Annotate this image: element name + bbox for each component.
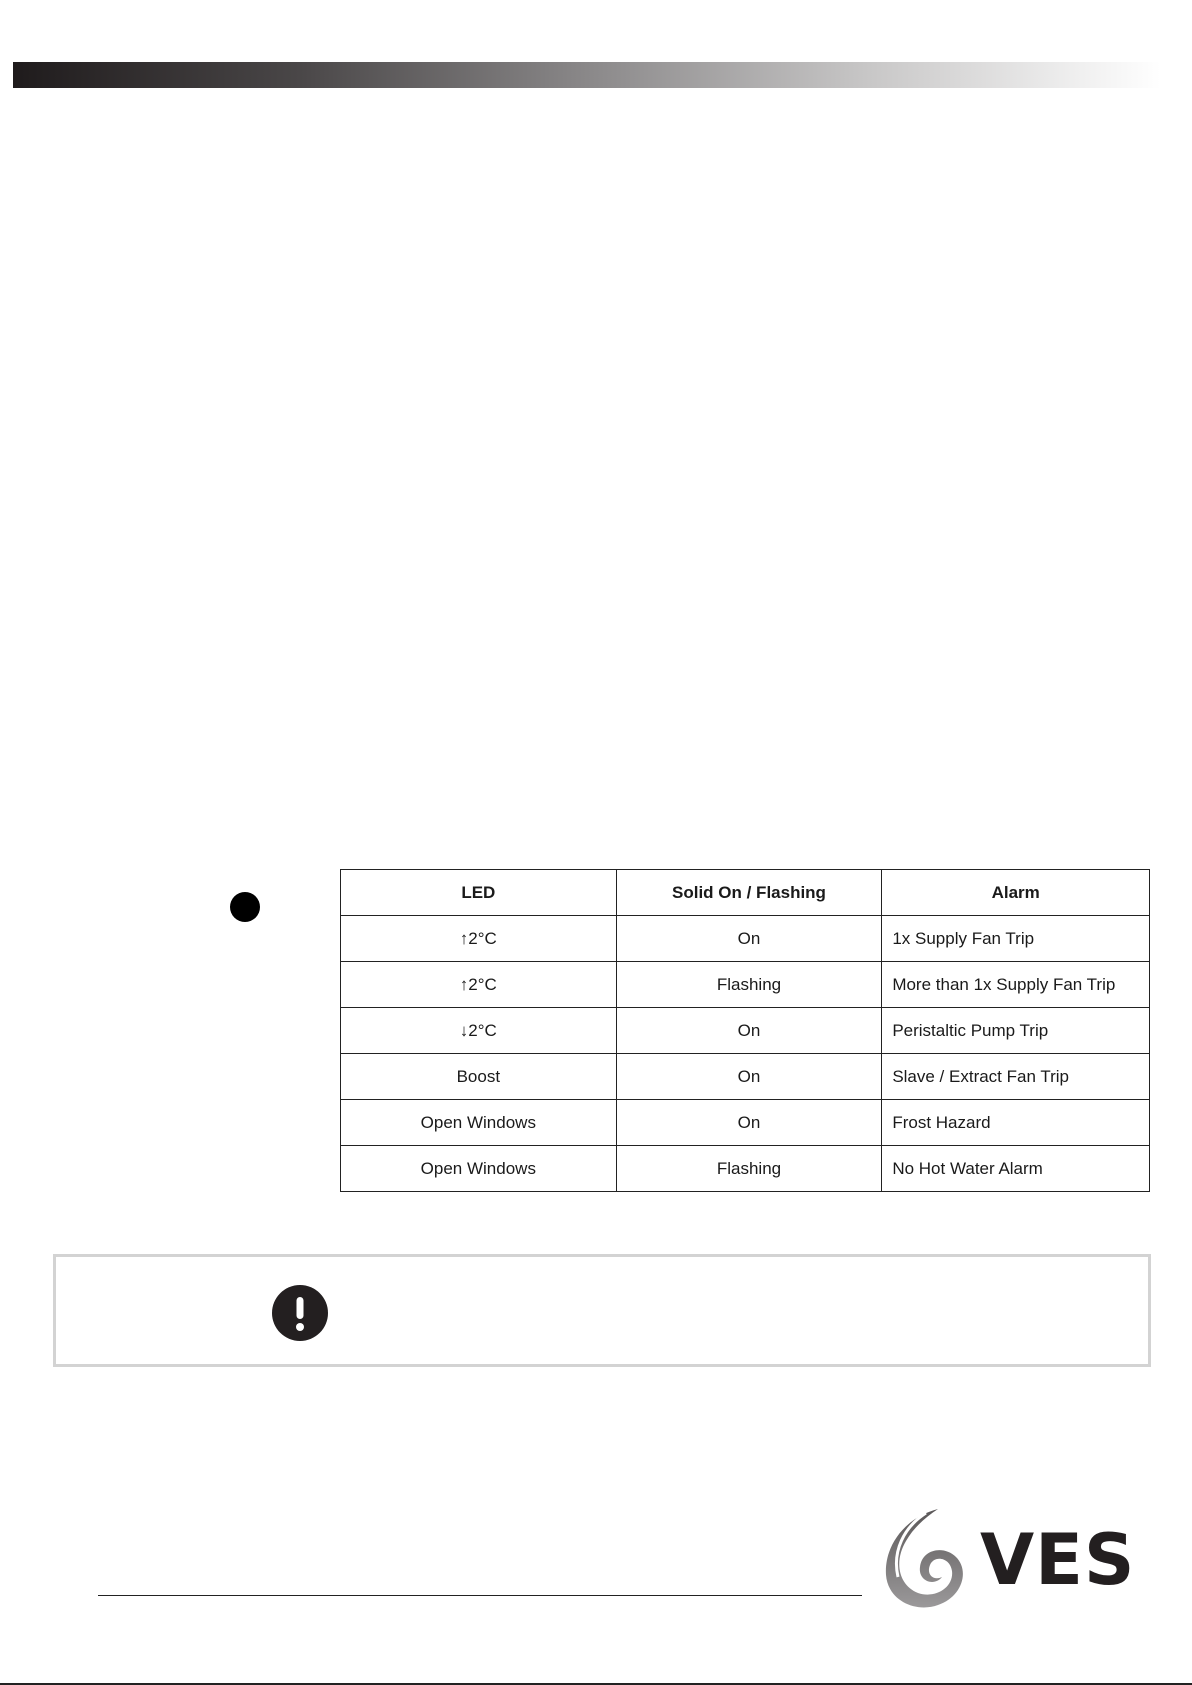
table-row xyxy=(341,1054,1150,1100)
cell-alarm: Peristaltic Pump Trip xyxy=(882,1008,1150,1054)
cell-mode: On xyxy=(616,916,882,962)
cell-mode: On xyxy=(616,1100,882,1146)
cell-led: ↑2°C xyxy=(341,916,617,962)
table-row xyxy=(341,916,1150,962)
logo-text: VES xyxy=(980,1519,1136,1601)
footer-rule xyxy=(98,1595,862,1596)
cell-led: Open Windows xyxy=(341,1146,617,1192)
header-gradient-bar xyxy=(13,62,1161,88)
header-alarm: Alarm xyxy=(882,870,1150,916)
cell-mode: On xyxy=(616,1054,882,1100)
cell-led: Open Windows xyxy=(341,1100,617,1146)
ves-logo xyxy=(876,1505,1136,1615)
cell-led: ↑2°C xyxy=(341,962,617,1008)
table-row xyxy=(341,1146,1150,1192)
cell-led: Boost xyxy=(341,1054,617,1100)
table-row xyxy=(341,1100,1150,1146)
table-row xyxy=(341,962,1150,1008)
cell-alarm: Slave / Extract Fan Trip xyxy=(882,1054,1150,1100)
swirl-logo-icon xyxy=(876,1505,986,1615)
table-header-row xyxy=(341,870,1150,916)
header-led: LED xyxy=(341,870,617,916)
notice-box xyxy=(53,1254,1151,1367)
exclamation-icon xyxy=(272,1285,328,1341)
bullet-dot xyxy=(230,892,260,922)
cell-alarm: More than 1x Supply Fan Trip xyxy=(882,962,1150,1008)
cell-mode: Flashing xyxy=(616,962,882,1008)
alarm-table xyxy=(340,869,1150,1192)
cell-alarm: Frost Hazard xyxy=(882,1100,1150,1146)
cell-alarm: 1x Supply Fan Trip xyxy=(882,916,1150,962)
cell-mode: On xyxy=(616,1008,882,1054)
cell-alarm: No Hot Water Alarm xyxy=(882,1146,1150,1192)
table-row xyxy=(341,1008,1150,1054)
cell-mode: Flashing xyxy=(616,1146,882,1192)
header-mode: Solid On / Flashing xyxy=(616,870,882,916)
cell-led: ↓2°C xyxy=(341,1008,617,1054)
